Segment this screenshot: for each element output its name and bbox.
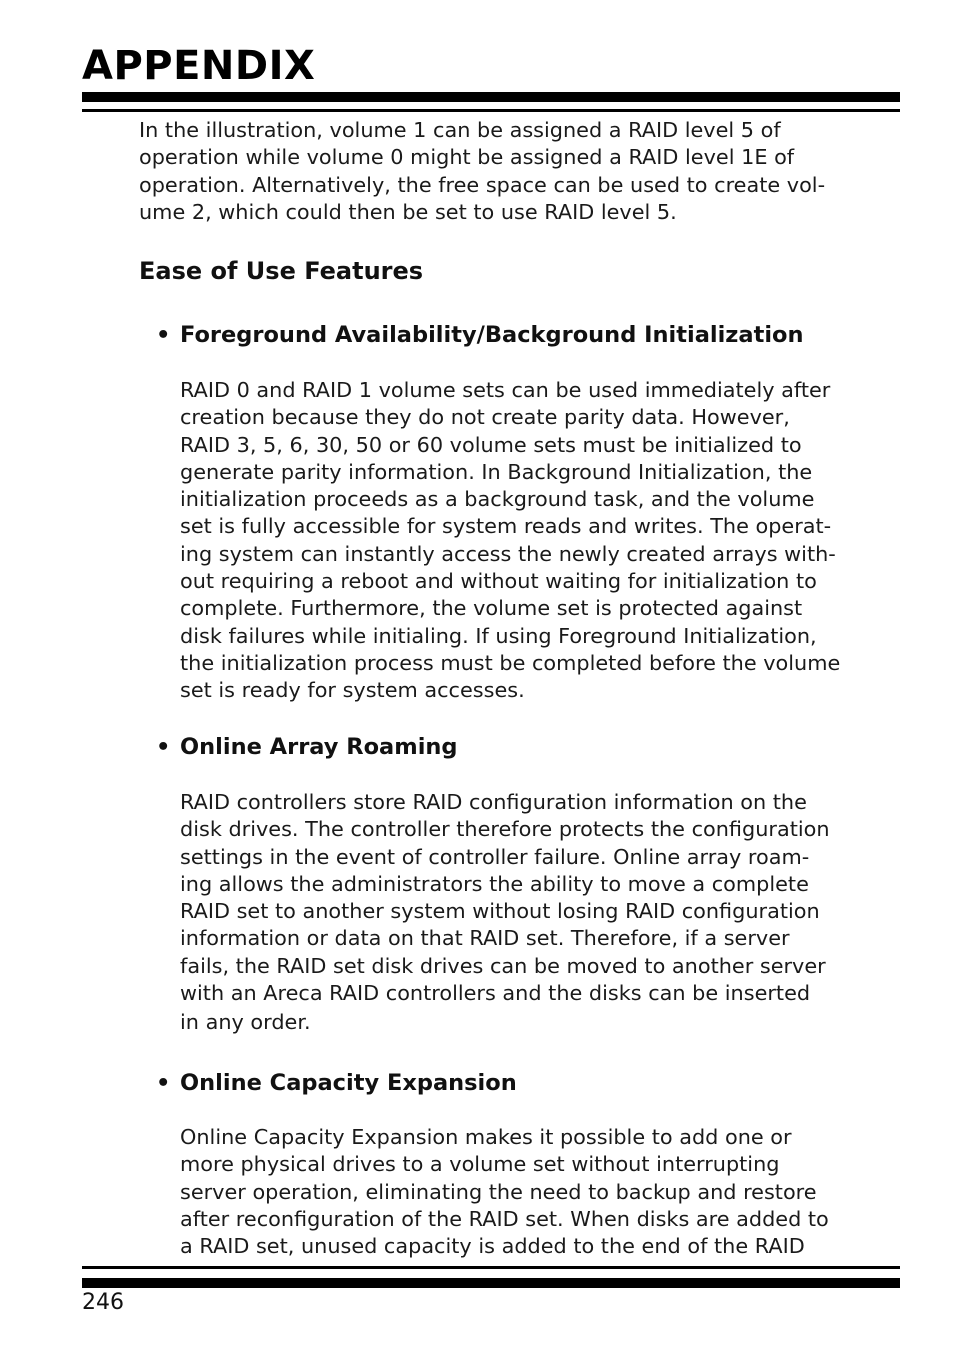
intro-paragraph — [139, 117, 825, 226]
bullet-heading-online-capacity-expansion — [156, 1068, 517, 1098]
paragraph-line: the initialization process must be completed before the volume — [180, 650, 841, 675]
footer-rule-thick — [82, 1278, 900, 1288]
paragraph-line: fails, the RAID set disk drives can be moved to another server — [180, 953, 826, 978]
paragraph-line: after reconfiguration of the RAID set. When disks are added to — [180, 1206, 829, 1231]
bullet-icon: • — [156, 734, 171, 760]
paragraph-line: server operation, eliminating the need to backup and restore — [180, 1179, 817, 1204]
section-heading: Ease of Use Features — [139, 257, 424, 285]
bullet-icon: • — [156, 1070, 171, 1096]
paragraph-line: more physical drives to a volume set without interrupting — [180, 1152, 780, 1177]
page-number: 246 — [82, 1290, 124, 1315]
paragraph-line: operation. Alternatively, the free space can be used to create vol- — [139, 172, 826, 197]
paragraph-line: ing system can instantly access the newly created arrays with- — [180, 541, 836, 566]
paragraph-line: set is ready for system accesses. — [180, 678, 525, 703]
paragraph-line: disk drives. The controller therefore protects the configuration — [180, 817, 830, 842]
bullet-heading-text: Online Capacity Expansion — [180, 1070, 517, 1096]
paragraph-line: RAID 0 and RAID 1 volume sets can be used immediately after — [180, 378, 831, 402]
bullet-heading-text: Online Array Roaming — [180, 734, 458, 760]
bullet-heading-foreground-availability — [156, 320, 804, 350]
paragraph-line: set is fully accessible for system reads and writes. The operat- — [180, 514, 832, 539]
header-rule-thin — [82, 109, 900, 112]
paragraph-line: out requiring a reboot and without waiting for initialization to — [180, 569, 817, 594]
paragraph-line: RAID set to another system without losing RAID configuration — [180, 899, 820, 924]
bullet-heading-text: Foreground Availability/Background Initialization — [180, 322, 804, 348]
paragraph-line: ume 2, which could then be set to use RAID level 5. — [139, 199, 677, 224]
paragraph-line: a RAID set, unused capacity is added to the end of the RAID — [180, 1234, 805, 1259]
paragraph-line: disk failures while initialing. If using Foreground Initialization, — [180, 623, 817, 648]
paragraph-line: with an Areca RAID controllers and the disks can be inserted — [180, 981, 811, 1006]
paragraph-line: in any order. — [180, 1010, 311, 1035]
foreground-availability-paragraph — [180, 377, 840, 705]
bullet-icon: • — [156, 322, 171, 348]
bullet-heading-online-array-roaming — [156, 732, 458, 762]
online-array-roaming-paragraph — [180, 789, 830, 1037]
paragraph-line: settings in the event of controller failure. Online array roam- — [180, 844, 810, 869]
footer-rule-thin — [82, 1266, 900, 1269]
paragraph-line: RAID controllers store RAID configuration information on the — [180, 790, 807, 814]
online-capacity-expansion-paragraph — [180, 1124, 829, 1260]
paragraph-line: complete. Furthermore, the volume set is protected against — [180, 596, 803, 621]
paragraph-line: creation because they do not create parity data. However, — [180, 405, 790, 430]
paragraph-line: generate parity information. In Background Initialization, the — [180, 459, 813, 484]
paragraph-line: initialization proceeds as a background task, and the volume — [180, 487, 815, 512]
paragraph-line: In the illustration, volume 1 can be assigned a RAID level 5 of — [139, 118, 781, 142]
page-title: APPENDIX — [82, 43, 316, 89]
header-rule-thick — [82, 92, 900, 102]
paragraph-line: information or data on that RAID set. Therefore, if a server — [180, 926, 790, 951]
paragraph-line: RAID 3, 5, 6, 30, 50 or 60 volume sets must be initialized to — [180, 432, 802, 457]
paragraph-line: Online Capacity Expansion makes it possible to add one or — [180, 1125, 792, 1149]
paragraph-line: ing allows the administrators the ability to move a complete — [180, 871, 809, 896]
paragraph-line: operation while volume 0 might be assigned a RAID level 1E of — [139, 145, 795, 170]
